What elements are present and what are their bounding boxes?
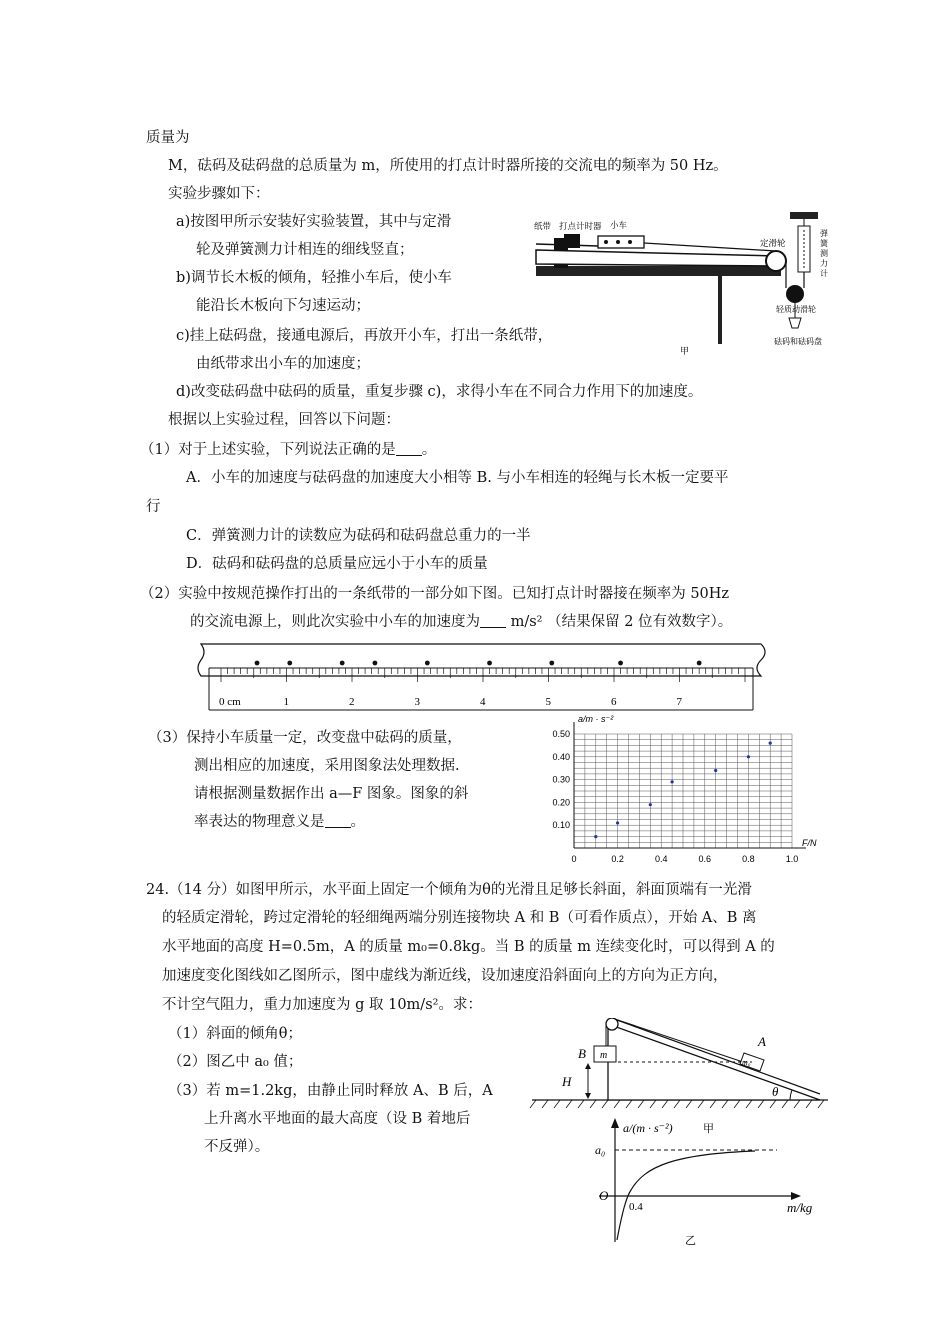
ruler-label: 6 bbox=[611, 696, 617, 708]
ruler-label: 3 bbox=[414, 696, 420, 708]
timer bbox=[564, 234, 580, 248]
question-3: （3）保持小车质量一定，改变盘中砝码的质量， bbox=[148, 730, 462, 746]
question-2: （2）实验中按规范操作打出的一条纸带的一部分如下图。已知打点计时器接在频率为 50Hz bbox=[140, 586, 730, 602]
text-line: 质量为 bbox=[146, 130, 190, 146]
question-2-cont: 的交流电源上，则此次实验中小车的加速度为 m/s² （结果保留 2 位有效数字）。 bbox=[190, 614, 733, 630]
step-c: c)挂上砝码盘，接通电源后，再放开小车，打出一条纸带， bbox=[176, 328, 553, 344]
data-point bbox=[714, 769, 717, 772]
label-theta: θ bbox=[772, 1084, 779, 1099]
tape-ruler-diagram bbox=[195, 640, 775, 712]
tape-dot bbox=[287, 661, 292, 666]
step-a: a)按图甲所示安装好实验装置，其中与定滑 bbox=[176, 214, 452, 230]
y-tick-label: 0.10 bbox=[552, 820, 570, 831]
data-point bbox=[649, 803, 652, 806]
label-b: B bbox=[578, 1046, 586, 1061]
ruler-label: 4 bbox=[480, 696, 486, 708]
tape-dot bbox=[425, 661, 430, 666]
label-origin: O bbox=[599, 1188, 609, 1203]
label-m0: m₀ bbox=[742, 1058, 751, 1067]
problem-24-line: 水平地面的高度 H=0.5m，A 的质量 m₀=0.8kg。当 B 的质量 m 连续变化时，可以得到 A 的 bbox=[162, 939, 775, 955]
question-3-cont: 测出相应的加速度，采用图象法处理数据. bbox=[194, 758, 460, 774]
label-a: A bbox=[758, 1034, 766, 1049]
answer-blank bbox=[325, 813, 351, 828]
data-point bbox=[616, 821, 619, 824]
x-tick-label: 0 bbox=[571, 854, 577, 864]
step-a-cont: 轮及弹簧测力计相连的细线竖直； bbox=[196, 242, 414, 258]
tape-dot bbox=[487, 661, 492, 666]
ruler-label: 2 bbox=[349, 696, 355, 708]
string bbox=[644, 243, 776, 251]
tape-dot bbox=[549, 661, 554, 666]
tape-dot bbox=[618, 661, 623, 666]
caption-top: 甲 bbox=[703, 1123, 714, 1135]
movable-pulley bbox=[786, 285, 804, 303]
text-line: 实验步骤如下： bbox=[168, 186, 270, 202]
option-ab: A．小车的加速度与砝码盘的加速度大小相等 B. 与小车相连的轻绳与长木板一定要平 bbox=[186, 470, 729, 486]
caption-jia: 甲 bbox=[680, 346, 690, 356]
data-point bbox=[594, 835, 597, 838]
x-axis-label: F/N bbox=[802, 838, 817, 848]
sub-question-3-cont: 不反弹）。 bbox=[204, 1139, 270, 1155]
y-axis-label: a/m · s⁻² bbox=[578, 714, 614, 724]
step-b-cont: 能沿长木板向下匀速运动； bbox=[196, 298, 370, 314]
tape-dot bbox=[697, 661, 702, 666]
label-a0: a₀ bbox=[595, 1143, 606, 1157]
ruler-unit: 0 cm bbox=[219, 696, 241, 708]
sub-question-2: （2）图乙中 a₀ 值； bbox=[168, 1054, 303, 1070]
data-point bbox=[747, 755, 750, 758]
y-label: a/(m · s⁻²) bbox=[623, 1121, 673, 1135]
option-c: C．弹簧测力计的读数应为砝码和砝码盘总重力的一半 bbox=[186, 528, 531, 544]
spring-scale bbox=[798, 226, 810, 272]
x-tick-label: 0.4 bbox=[654, 854, 668, 864]
caption-yi: 乙 bbox=[685, 1235, 696, 1247]
problem-24-line: 加速度变化图线如乙图所示，图中虚线为渐近线，设加速度沿斜面向上的方向为正方向， bbox=[162, 968, 728, 984]
question-1: （1）对于上述实验，下列说法正确的是 。 bbox=[140, 442, 437, 458]
step-b: b)调节长木板的倾角，轻推小车后，使小车 bbox=[176, 270, 452, 286]
answer-blank bbox=[480, 613, 506, 628]
text-line: M，砝码及砝码盘的总质量为 m，所使用的打点计时器所接的交流电的频率为 50 Hz。 bbox=[168, 158, 728, 174]
ruler-label: 1 bbox=[283, 696, 289, 708]
label-weights: 砝码和砝码盘 bbox=[774, 337, 822, 346]
problem-24: 24.（14 分）如图甲所示，水平面上固定一个倾角为θ的光滑且足够长斜面，斜面顶端有一光滑 bbox=[146, 882, 752, 898]
label-pulley: 定滑轮 bbox=[760, 238, 786, 248]
tape-dot bbox=[255, 661, 260, 666]
x-tick-label: 0.6 bbox=[698, 854, 712, 864]
sub-question-3: （3）若 m=1.2kg，由静止同时释放 A、B 后，A bbox=[168, 1083, 493, 1099]
sub-question-1: （1）斜面的倾角θ； bbox=[168, 1026, 302, 1042]
tape-dot bbox=[340, 661, 345, 666]
table-top bbox=[536, 266, 781, 276]
data-point bbox=[671, 780, 674, 783]
ceiling bbox=[790, 212, 818, 219]
x-tick-label: 0.4 bbox=[629, 1201, 643, 1213]
table-leg bbox=[718, 276, 722, 344]
fixed-pulley bbox=[766, 251, 786, 271]
ruler-label: 5 bbox=[545, 696, 551, 708]
paper-tape-outline bbox=[198, 644, 765, 676]
y-tick-label: 0.30 bbox=[552, 774, 570, 785]
x-tick-label: 0.2 bbox=[611, 854, 624, 864]
answer-blank bbox=[396, 441, 422, 456]
label-spring: 弹簧测力计 bbox=[820, 229, 828, 278]
tape-dot bbox=[373, 661, 378, 666]
y-tick-label: 0.40 bbox=[552, 751, 570, 762]
label-cart: 小车 bbox=[610, 220, 628, 230]
question-3-cont: 率表达的物理意义是 。 bbox=[194, 814, 365, 830]
label-timer: 打点计时器 bbox=[559, 221, 602, 231]
x-label: m/kg bbox=[787, 1200, 813, 1215]
incline-diagram bbox=[528, 1018, 828, 1110]
x-tick-label: 1.0 bbox=[785, 854, 799, 864]
label-movable-pulley: 轻质动滑轮 bbox=[776, 305, 816, 314]
acceleration-graph bbox=[585, 1118, 835, 1250]
question-3-cont: 请根据测量数据作出 a—F 图象。图象的斜 bbox=[194, 786, 469, 802]
problem-24-line: 不计空气阻力，重力加速度为 g 取 10m/s²。求： bbox=[162, 997, 482, 1013]
sub-question-3-cont: 上升离水平地面的最大高度（设 B 着地后 bbox=[204, 1111, 471, 1127]
option-ab-cont: 行 bbox=[146, 499, 161, 515]
problem-24-line: 的轻质定滑轮，跨过定滑轮的轻细绳两端分别连接物块 A 和 B（可看作质点），开始 A、B 离 bbox=[162, 910, 757, 926]
step-c-cont: 由纸带求出小车的加速度； bbox=[196, 356, 370, 372]
data-point bbox=[769, 742, 772, 745]
step-d: d)改变砝码盘中砝码的质量，重复步骤 c)，求得小车在不同合力作用下的加速度。 bbox=[176, 384, 703, 400]
a-F-chart bbox=[540, 712, 830, 864]
y-tick-label: 0.50 bbox=[552, 729, 570, 739]
weight-pan bbox=[789, 318, 801, 328]
ruler-label: 7 bbox=[676, 696, 682, 708]
apparatus-diagram bbox=[528, 206, 828, 364]
label-tape: 纸带 bbox=[534, 221, 552, 231]
y-tick-label: 0.20 bbox=[552, 797, 570, 808]
x-tick-label: 0.8 bbox=[742, 854, 755, 864]
label-h: H bbox=[562, 1074, 572, 1089]
label-m: m bbox=[600, 1050, 608, 1061]
text-line: 根据以上实验过程，回答以下问题： bbox=[168, 412, 400, 428]
option-d: D．砝码和砝码盘的总质量应远小于小车的质量 bbox=[186, 556, 488, 572]
long-board bbox=[536, 250, 778, 266]
